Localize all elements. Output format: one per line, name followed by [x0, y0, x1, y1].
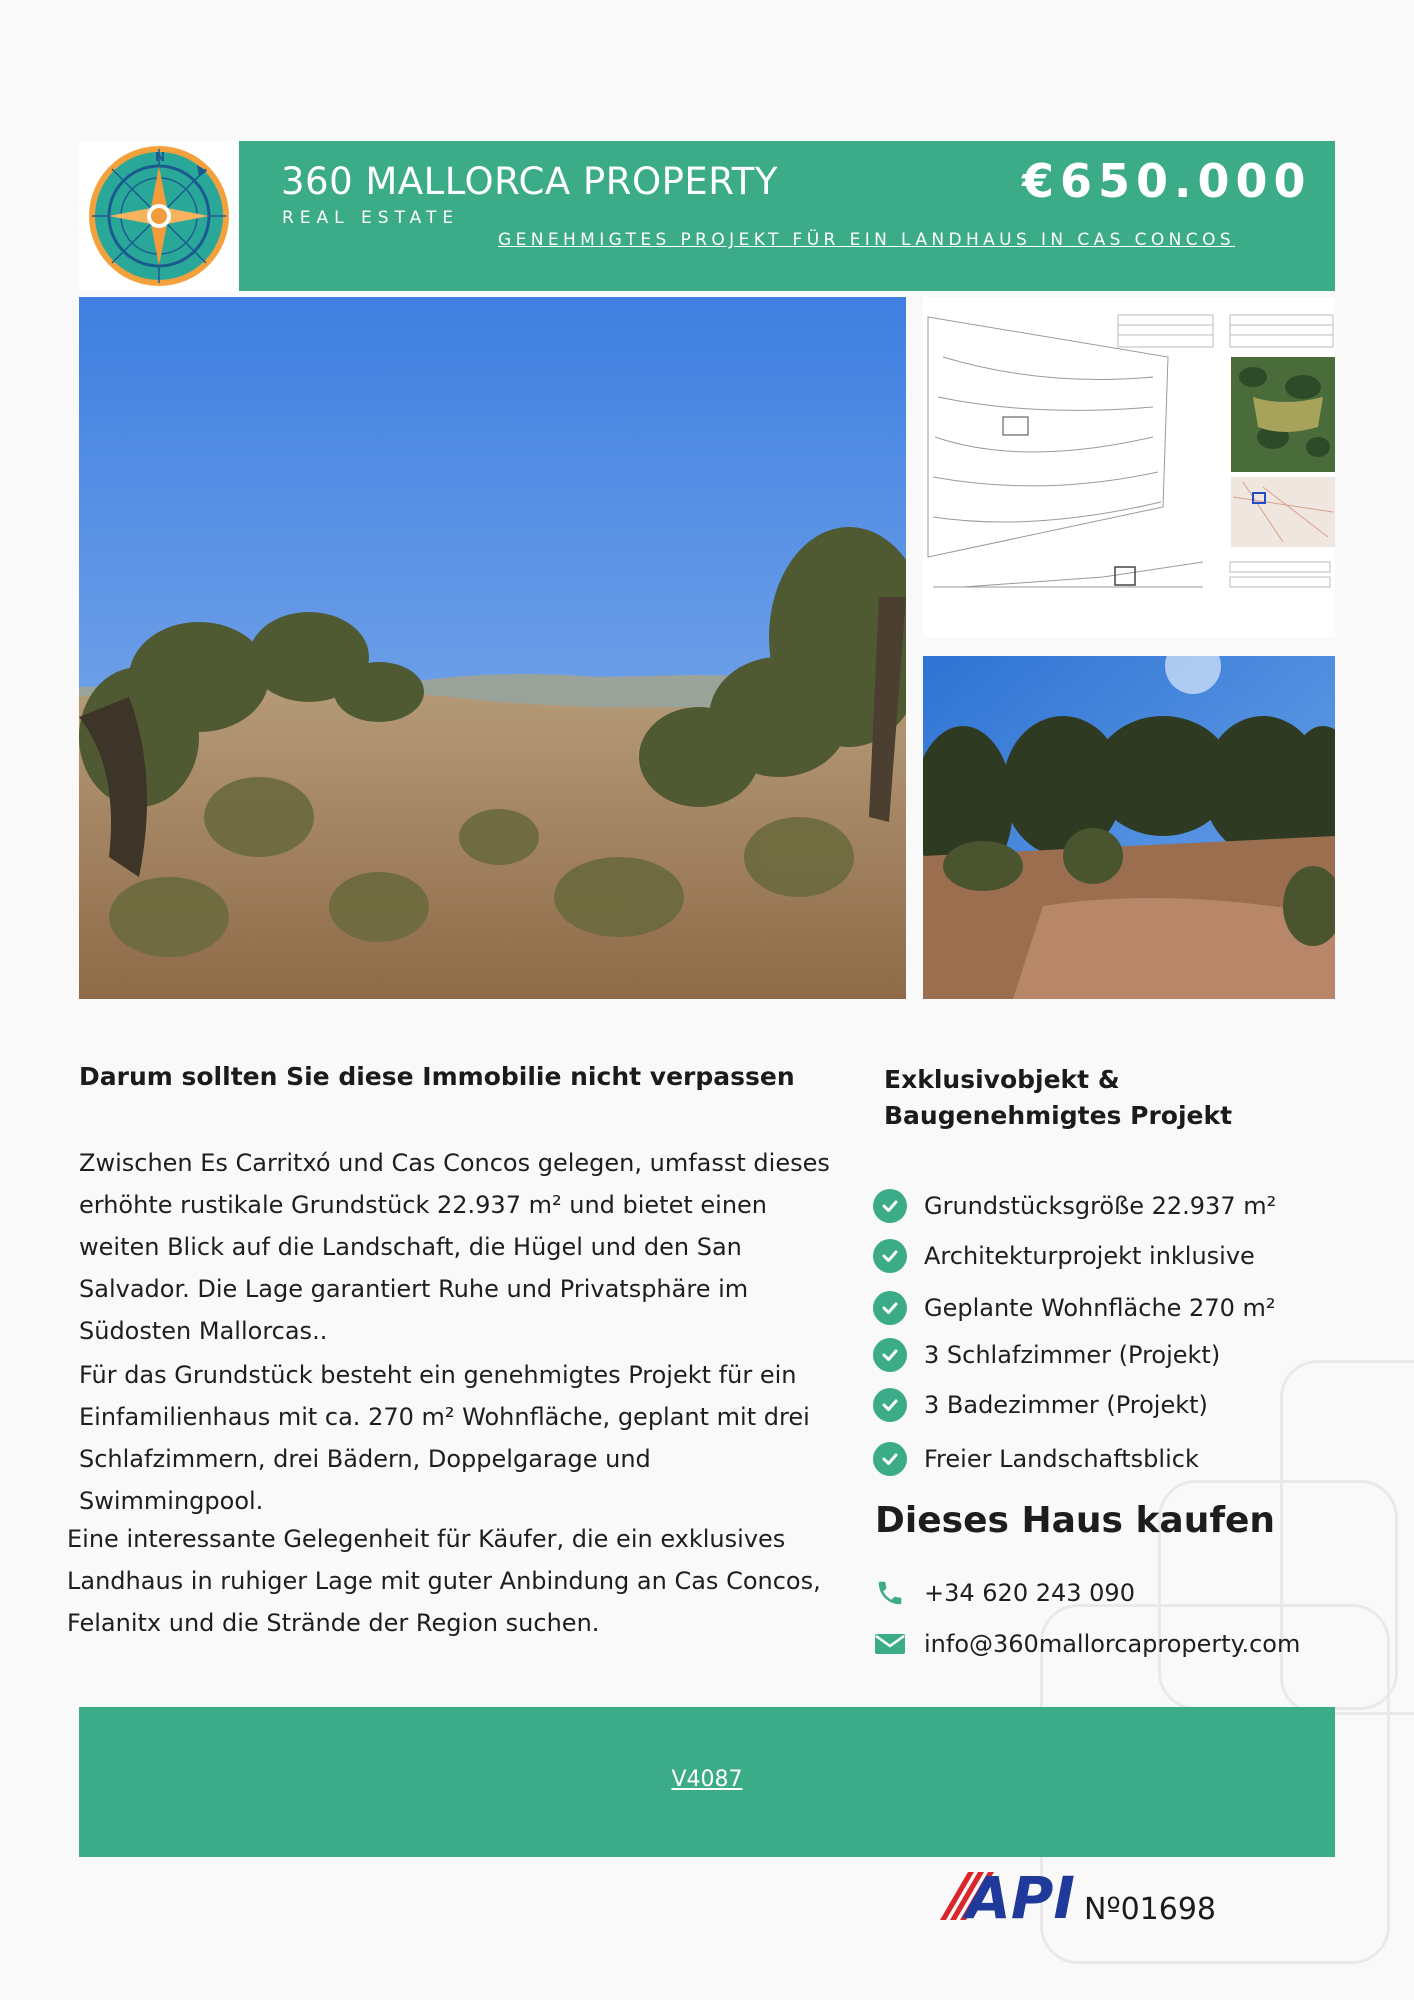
feature-item: [873, 1337, 1220, 1373]
listing-headline[interactable]: GENEHMIGTES PROJEKT FÜR EIN LANDHAUS IN CAS CONCOS: [498, 230, 1236, 250]
email-address[interactable]: info@360mallorcaproperty.com: [924, 1630, 1301, 1658]
check-circle-icon: [873, 1291, 907, 1325]
description-paragraph: Eine interessante Gelegenheit für Käufer, die ein exklusives Landhaus in ruhiger Lage mit guter Anbindung an Cas Concos, Felanitx und die Strände der Region suchen.: [67, 1525, 821, 1637]
buy-heading: Dieses Haus kaufen: [875, 1500, 1276, 1541]
phone-number[interactable]: +34 620 243 090: [924, 1579, 1135, 1607]
feature-item: [873, 1238, 1255, 1274]
description-paragraph: Für das Grundstück besteht ein genehmigtes Projekt für ein Einfamilienhaus mit ca. 270 m² Wohnfläche, geplant mit drei Schlafzimmern, drei Bädern, Doppelgarage und Swimmingpool.: [79, 1361, 810, 1515]
check-circle-icon: [873, 1442, 907, 1476]
check-circle-icon: [873, 1338, 907, 1372]
feature-item: [873, 1387, 1208, 1423]
reference-link[interactable]: V4087: [671, 1767, 743, 1792]
feature-item: [873, 1290, 1275, 1326]
brand-subtitle: REAL ESTATE: [282, 208, 460, 228]
feature-label: Architekturprojekt inklusive: [924, 1242, 1255, 1270]
phone-contact[interactable]: [873, 1576, 1135, 1610]
footer-bar: [79, 1707, 1335, 1857]
email-icon: [873, 1627, 907, 1661]
why-heading: Darum sollten Sie diese Immobilie nicht verpassen: [79, 1062, 795, 1091]
api-license-number: Nº01698: [1084, 1892, 1217, 1927]
logo-box: [79, 141, 239, 291]
check-circle-icon: [873, 1239, 907, 1273]
features-heading: Exklusivobjekt & Baugenehmigtes Projekt: [884, 1065, 1233, 1130]
feature-label: Geplante Wohnfläche 270 m²: [924, 1294, 1276, 1322]
check-circle-icon: [873, 1388, 907, 1422]
compass-rose-logo-icon: [79, 141, 239, 291]
api-logo-text: API: [966, 1864, 1075, 1924]
feature-label: Freier Landschaftsblick: [924, 1445, 1199, 1473]
brand-title: 360 MALLORCA PROPERTY: [281, 160, 778, 203]
feature-label: 3 Schlafzimmer (Projekt): [924, 1341, 1221, 1369]
phone-icon: [873, 1576, 907, 1610]
email-contact[interactable]: [873, 1627, 1300, 1661]
svg-text:N: N: [155, 150, 166, 164]
trees-photo: [923, 656, 1335, 999]
check-circle-icon: [873, 1189, 907, 1223]
price: €650.000: [1022, 154, 1312, 208]
feature-item: [873, 1188, 1276, 1224]
feature-label: Grundstücksgröße 22.937 m²: [924, 1192, 1277, 1220]
architectural-plan-image: [923, 297, 1335, 637]
feature-item: [873, 1441, 1199, 1477]
feature-label: 3 Badezimmer (Projekt): [924, 1391, 1208, 1419]
description-paragraph: Zwischen Es Carritxó und Cas Concos gelegen, umfasst dieses erhöhte rustikale Grundstück 22.937 m² und bietet einen weiten Blick auf die Landschaft, die Hügel und den San Salvador. Die Lage garantiert Ruhe und Privatsphäre im Südosten Mallorcas..: [79, 1149, 830, 1345]
landscape-photo: [79, 297, 906, 999]
api-logo: [938, 1862, 1076, 1924]
